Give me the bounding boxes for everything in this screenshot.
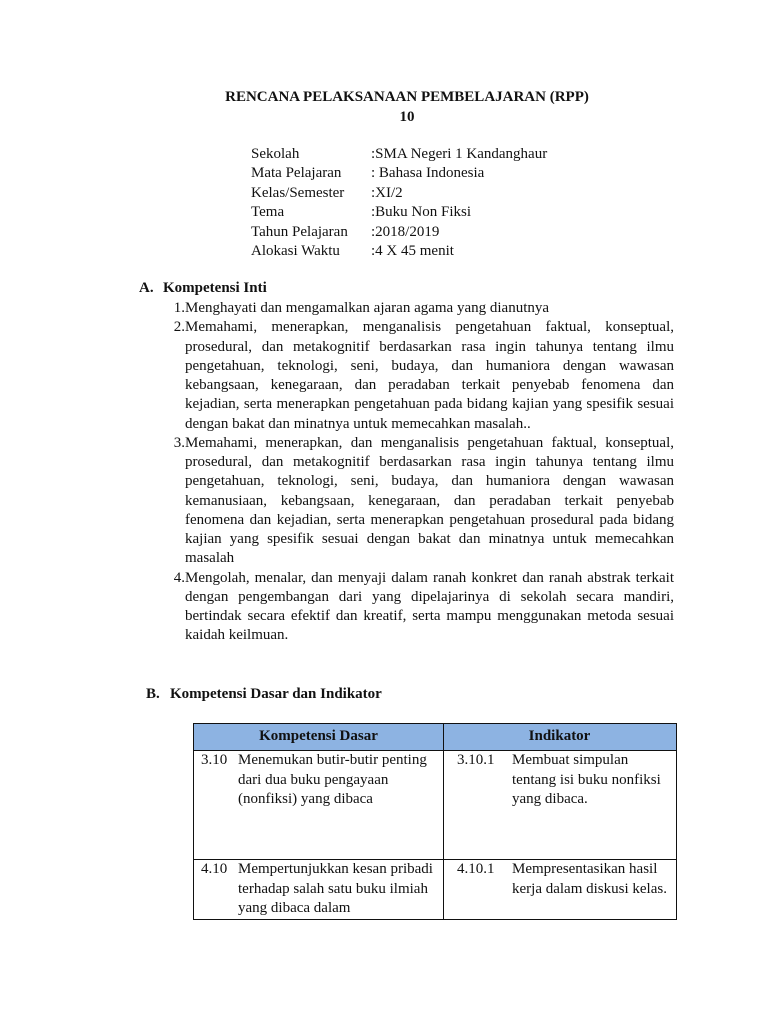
- list-number: 4.: [173, 569, 185, 586]
- section-b-heading: [146, 685, 382, 704]
- indikator-text: Mempresentasikan hasil kerja dalam diskusi kelas.: [512, 861, 667, 897]
- kompetensi-table: [193, 723, 677, 920]
- list-item: [160, 569, 674, 646]
- list-item: [160, 434, 674, 569]
- meta-value: :SMA Negeri 1 Kandanghaur: [371, 146, 548, 162]
- meta-row: [251, 242, 547, 261]
- column-divider: [443, 724, 444, 919]
- section-letter: A.: [139, 280, 154, 296]
- meta-label: Kelas/Semester: [251, 184, 345, 201]
- list-text: Menghayati dan mengamalkan ajaran agama yang dianutnya: [185, 300, 550, 316]
- list-number: 3.: [173, 434, 185, 451]
- meta-label: Tema: [251, 204, 285, 221]
- meta-label: Sekolah: [251, 146, 300, 162]
- meta-value: :Buku Non Fiksi: [371, 204, 472, 221]
- table-header: [194, 724, 676, 751]
- meta-label: Mata Pelajaran: [251, 165, 342, 182]
- column-header-kompetensi-dasar: Kompetensi Dasar: [259, 728, 378, 744]
- kd-text: Menemukan butir-butir penting dari dua buku pengayaan (nonfiksi) yang dibaca: [238, 752, 427, 807]
- section-title: Kompetensi Dasar dan Indikator: [170, 686, 382, 702]
- list-item: [160, 318, 674, 434]
- meta-row: [251, 184, 547, 203]
- meta-label: Tahun Pelajaran: [251, 223, 348, 240]
- meta-value: :4 X 45 menit: [371, 243, 454, 260]
- title-line-2: 10: [399, 109, 415, 125]
- list-number: 1.: [173, 300, 185, 316]
- meta-label: Alokasi Waktu: [251, 243, 340, 260]
- list-text: Memahami, menerapkan, dan menganalisis pengetahuan faktual, konseptual, prosedural, dan metakognitif berdasarkan rasa ingin tahunya tentang ilmu pengetahuan, teknologi, seni, budaya, dan humaniora dengan wawasan kemanusiaan, kebangsaan, kenegaraan, dan peradaban terkait penyebab fenomena dan kejadian, serta menerapkan pengetahuan prosedural pada bidang kajian yang spesifik sesuai dengan bakat dan minatnya untuk memecahkan masalah: [185, 434, 674, 567]
- meta-row: [251, 203, 547, 222]
- table-cell-indikator: [457, 751, 673, 857]
- table-cell-kd: [201, 860, 441, 918]
- meta-row: [251, 164, 547, 183]
- table-cell-kd: [201, 751, 441, 857]
- meta-value: : Bahasa Indonesia: [371, 165, 485, 182]
- kd-number: 3.10: [201, 752, 228, 768]
- list-text: Memahami, menerapkan, menganalisis pengetahuan faktual, konseptual, prosedural, dan metakognitif berdasarkan rasa ingin tahunya tentang ilmu pengetahuan, teknologi, seni, budaya, dan humaniora dengan wawasan kebangsaan, kenegaraan, dan peradaban terkait penyebab fenomena dan kejadian, serta menerapkan pengetahuan pada bidang kajian yang spesifik sesuai dengan bakat dan minatnya untuk memecahkan masalah..: [185, 319, 674, 432]
- indikator-number: 4.10.1: [457, 861, 495, 877]
- meta-row: [251, 145, 547, 164]
- indikator-number: 3.10.1: [457, 752, 495, 768]
- identity-block: [251, 145, 547, 261]
- page-title: [0, 87, 768, 127]
- column-header-indikator: Indikator: [528, 728, 591, 744]
- kd-text: Mempertunjukkan kesan pribadi terhadap salah satu buku ilmiah yang dibaca dalam: [238, 861, 433, 916]
- meta-value: :XI/2: [371, 184, 403, 201]
- list-item: [160, 299, 674, 318]
- table-cell-indikator: [457, 860, 673, 918]
- indikator-text: Membuat simpulan tentang isi buku nonfiksi yang dibaca.: [512, 752, 661, 807]
- list-text: Mengolah, menalar, dan menyaji dalam ranah konkret dan ranah abstrak terkait dengan pengembangan dari yang dipelajarinya di sekolah secara mandiri, bertindak secara efektif dan kreatif, serta mampu menggunakan metoda sesuai kaidah keilmuan.: [185, 569, 674, 644]
- list-number: 2.: [173, 319, 185, 336]
- section-a-heading: [139, 279, 267, 298]
- meta-value: :2018/2019: [371, 223, 440, 240]
- section-title: Kompetensi Inti: [163, 280, 267, 296]
- meta-row: [251, 223, 547, 242]
- section-letter: B.: [146, 686, 160, 702]
- kompetensi-inti-list: [160, 299, 674, 646]
- title-line-1: RENCANA PELAKSANAAN PEMBELAJARAN (RPP): [225, 89, 589, 105]
- kd-number: 4.10: [201, 861, 228, 877]
